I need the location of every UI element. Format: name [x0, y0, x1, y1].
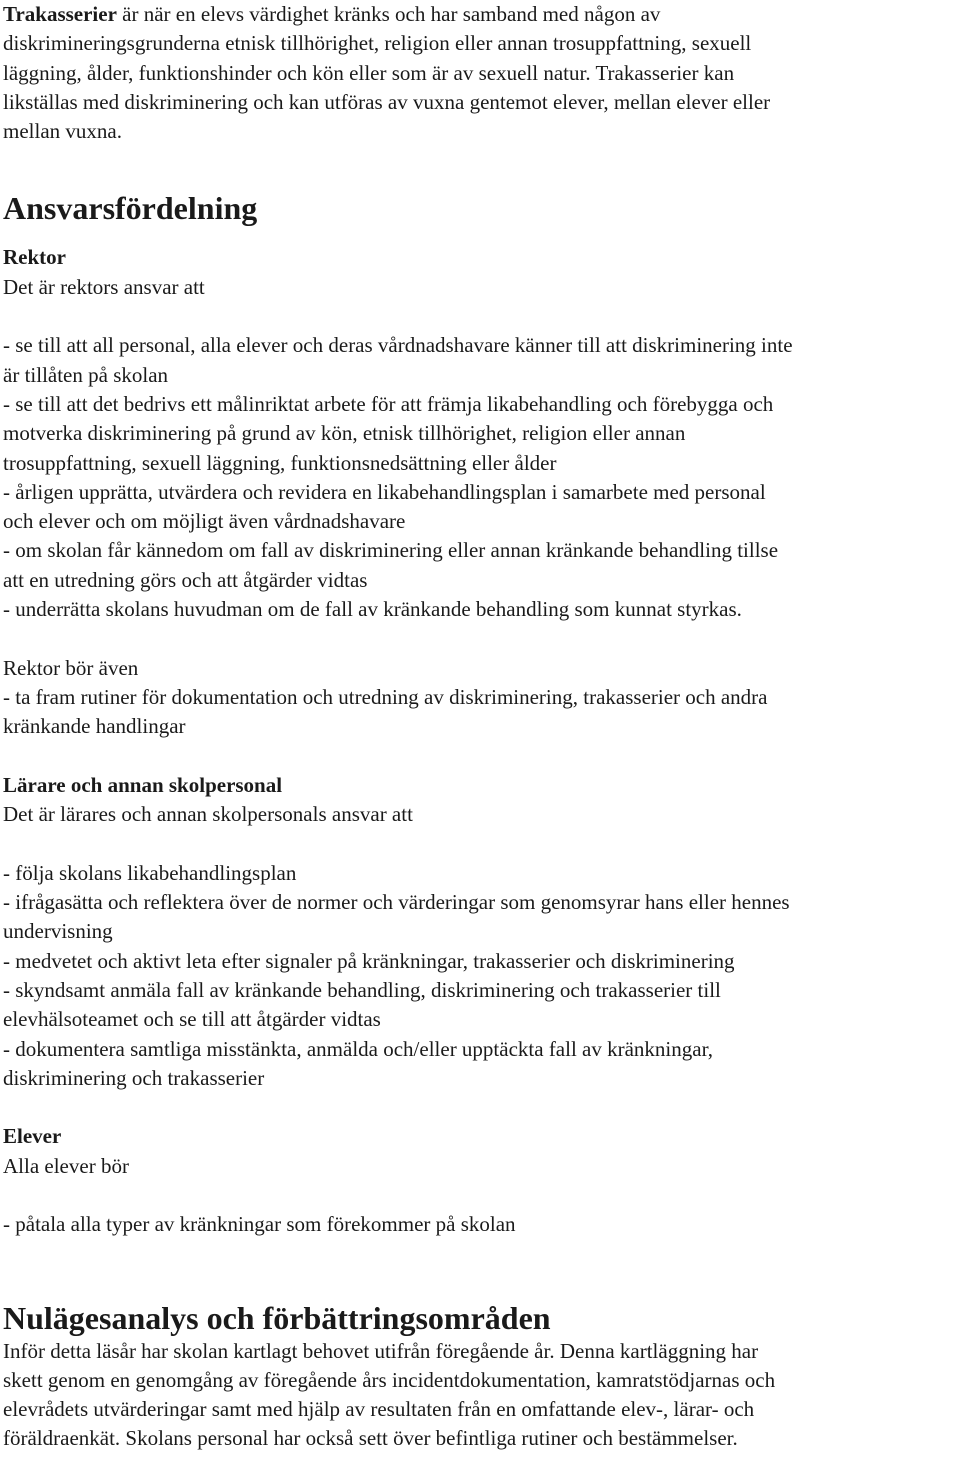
list-line: trosuppfattning, sexuell läggning, funktionsnedsättning eller ålder	[3, 450, 557, 475]
list-line: elevhälsoteamet och se till att åtgärder vidtas	[3, 1007, 381, 1032]
principal-should-list	[3, 683, 956, 742]
list-line: - underrätta skolans huvudman om de fall av kränkande behandling som kunnat styrkas.	[3, 597, 742, 622]
list-line: kränkande handlingar	[3, 714, 186, 739]
list-line: - se till att det bedrivs ett målinriktat arbete för att främja likabehandling och förebygga och	[3, 391, 774, 416]
analysis-line: elevrådets utvärderingar samt med hjälp av resultaten från en omfattande elev-, lärar- och	[3, 1397, 755, 1422]
intro-line: läggning, ålder, funktionshinder och kön eller som är av sexuell natur. Trakasserier kan	[3, 60, 735, 85]
analysis-paragraph	[3, 1337, 956, 1454]
intro-line	[3, 0, 956, 29]
subheading-students: Elever	[3, 1124, 62, 1149]
list-line: undervisning	[3, 919, 113, 944]
list-line: - skyndsamt anmäla fall av kränkande behandling, diskriminering och trakasserier till	[3, 977, 721, 1002]
students-lead: Alla elever bör	[3, 1153, 129, 1178]
section-heading-analysis: Nulägesanalys och förbättringsområden	[3, 1299, 551, 1336]
list-line: - dokumentera samtliga misstänkta, anmälda och/eller upptäckta fall av kränkningar,	[3, 1036, 713, 1061]
analysis-line: skett genom en genomgång av föregående års incidentdokumentation, kamratstödjarnas och	[3, 1367, 776, 1392]
principal-should-lead: Rektor bör även	[3, 655, 139, 680]
intro-line-text: är när en elevs värdighet kränks och har samband med någon av	[116, 2, 661, 26]
intro-line: likställas med diskriminering och kan utföras av vuxna gentemot elever, mellan elever eller	[3, 89, 771, 114]
list-line: - påtala alla typer av kränkningar som förekommer på skolan	[3, 1212, 516, 1237]
intro-line: mellan vuxna.	[3, 119, 122, 144]
list-line: diskriminering och trakasserier	[3, 1065, 265, 1090]
list-line: - om skolan får kännedom om fall av diskriminering eller annan kränkande behandling tillse	[3, 538, 779, 563]
intro-term: Trakasserier	[3, 2, 117, 26]
students-list	[3, 1210, 956, 1239]
intro-line: diskrimineringsgrunderna etnisk tillhörighet, religion eller annan trosuppfattning, sexuell	[3, 31, 752, 56]
section-heading-responsibility: Ansvarsfördelning	[3, 190, 258, 227]
principal-lead: Det är rektors ansvar att	[3, 274, 205, 299]
list-line: och elever och om möjligt även vårdnadshavare	[3, 509, 406, 534]
subheading-principal: Rektor	[3, 245, 66, 270]
staff-lead: Det är lärares och annan skolpersonals ansvar att	[3, 802, 413, 827]
list-line: - se till att all personal, alla elever och deras vårdnadshavare känner till att diskriminering inte	[3, 333, 793, 358]
intro-paragraph	[3, 0, 956, 146]
list-line: är tillåten på skolan	[3, 362, 169, 387]
list-line: motverka diskriminering på grund av kön, etnisk tillhörighet, religion eller annan	[3, 421, 686, 446]
principal-list	[3, 331, 956, 624]
list-line: - medvetet och aktivt leta efter signaler på kränkningar, trakasserier och diskriminering	[3, 948, 735, 973]
list-line: - följa skolans likabehandlingsplan	[3, 860, 297, 885]
staff-list	[3, 859, 956, 1093]
list-line: - årligen upprätta, utvärdera och revidera en likabehandlingsplan i samarbete med personal	[3, 479, 766, 504]
analysis-line: Inför detta läsår har skolan kartlagt behovet utifrån föregående år. Denna kartläggning har	[3, 1338, 759, 1363]
subheading-staff: Lärare och annan skolpersonal	[3, 772, 283, 797]
list-line: att en utredning görs och att åtgärder vidtas	[3, 567, 368, 592]
list-line: - ta fram rutiner för dokumentation och utredning av diskriminering, trakasserier och andra	[3, 684, 768, 709]
list-line: - ifrågasätta och reflektera över de normer och värderingar som genomsyrar hans eller hennes	[3, 890, 790, 915]
analysis-line: föräldraenkät. Skolans personal har också sett över befintliga rutiner och bestämmelser.	[3, 1426, 738, 1451]
